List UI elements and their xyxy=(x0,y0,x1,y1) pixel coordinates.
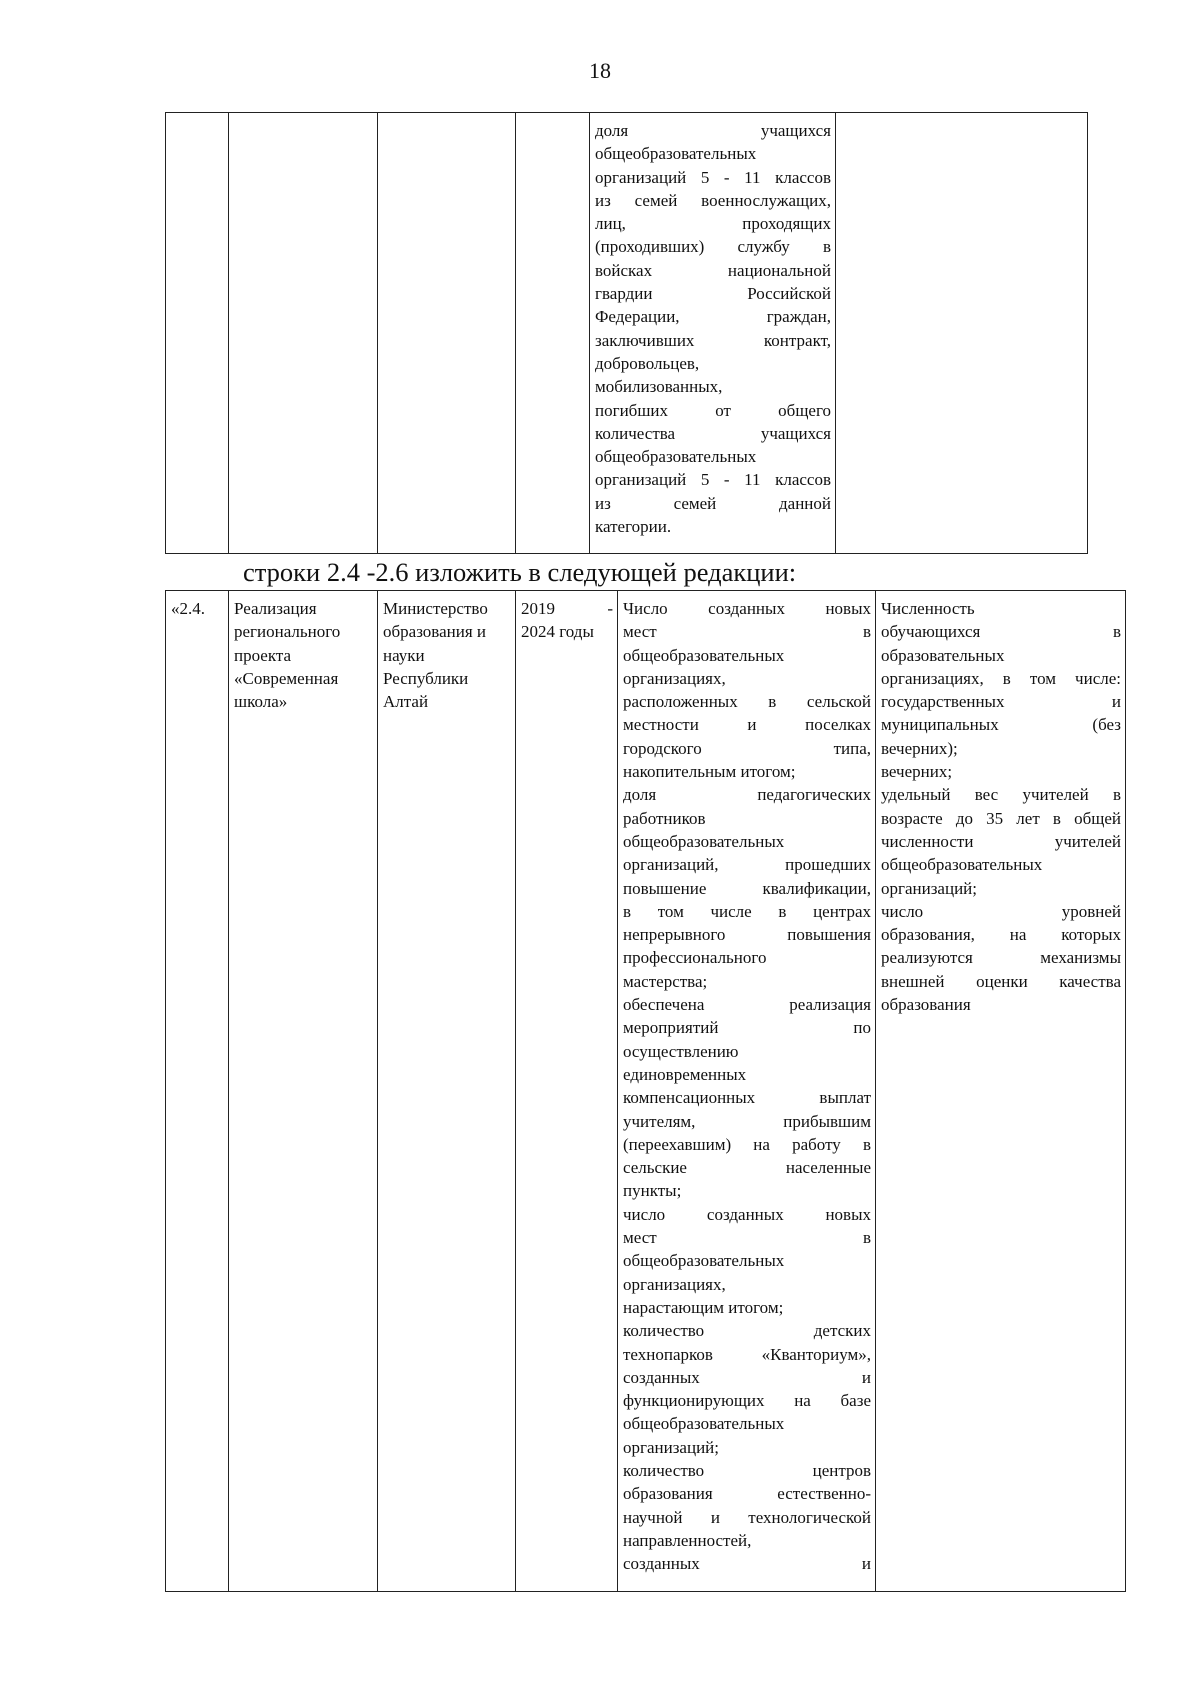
text-line: пункты; xyxy=(623,1181,682,1201)
event-name-cell xyxy=(229,113,378,554)
amendment-heading: строки 2.4 -2.6 изложить в следующей редакции: xyxy=(243,557,797,587)
text-line: научной и технологической xyxy=(623,1507,871,1527)
text-line: организаций; xyxy=(623,1437,719,1457)
text-line: повышение квалификации, xyxy=(623,878,871,898)
text-line: общеобразовательных xyxy=(623,831,785,851)
text-line: регионального xyxy=(234,622,341,642)
text-line: созданных и xyxy=(623,1554,871,1574)
table-row xyxy=(166,113,1088,554)
text-line: созданных и xyxy=(623,1367,871,1387)
text-line: обучающихся в xyxy=(881,622,1121,642)
text-line: организациях, в том числе: xyxy=(881,668,1121,688)
text-line: осуществлению xyxy=(623,1041,739,1061)
results-cell xyxy=(876,591,1126,1592)
text-line: Алтай xyxy=(383,692,429,712)
executor-cell xyxy=(378,591,516,1592)
text-line: единовременных xyxy=(623,1064,747,1084)
table-row xyxy=(166,591,1126,1592)
executor-text xyxy=(383,597,511,713)
text-line: количество центров xyxy=(623,1460,871,1480)
text-line: направленностей, xyxy=(623,1530,752,1550)
text-line: гвардии Российской xyxy=(595,284,831,304)
text-line: организациях, xyxy=(623,668,726,688)
text-line: погибших от общего xyxy=(595,400,831,420)
executor-cell xyxy=(378,113,516,554)
text-line: доля педагогических xyxy=(623,785,871,805)
text-line: образования естественно- xyxy=(623,1484,871,1504)
continued-table xyxy=(165,112,1088,554)
text-line: технопарков «Кванториум», xyxy=(623,1344,871,1364)
text-line: мест в xyxy=(623,1228,871,1248)
text-line: 2024 годы xyxy=(521,622,594,642)
text-line: школа» xyxy=(234,692,288,712)
text-line: в том числе в центрах xyxy=(623,901,871,921)
text-line: общеобразовательных xyxy=(623,645,785,665)
text-line: мест в xyxy=(623,622,871,642)
text-line: «Современная xyxy=(234,668,339,688)
text-line: число созданных новых xyxy=(623,1204,871,1224)
text-line: Республики xyxy=(383,668,469,688)
text-line: общеобразовательных xyxy=(623,1414,785,1434)
indicators-cell xyxy=(590,113,836,554)
text-line: Число созданных новых xyxy=(623,599,871,618)
text-line: учителям, прибывшим xyxy=(623,1111,871,1131)
row-number-cell xyxy=(166,591,229,1592)
indicators-text xyxy=(623,597,871,1575)
text-line: организаций 5 - 11 классов xyxy=(595,470,831,490)
text-line: количество детских xyxy=(623,1321,871,1341)
page-number: 18 xyxy=(589,58,611,83)
text-line: (переехавшим) на работу в xyxy=(623,1134,871,1154)
text-line: проекта xyxy=(234,645,292,665)
text-line: реализуются механизмы xyxy=(881,948,1121,968)
text-line: количества учащихся xyxy=(595,423,831,443)
text-line: образования и xyxy=(383,622,487,642)
row-number-cell xyxy=(166,113,229,554)
results-text xyxy=(881,597,1121,1016)
text-line: добровольцев, xyxy=(595,353,700,373)
text-line: доля учащихся xyxy=(595,121,831,140)
text-line: из семей военнослужащих, xyxy=(595,190,831,210)
text-line: организаций 5 - 11 классов xyxy=(595,167,831,187)
text-line: мероприятий по xyxy=(623,1018,871,1038)
text-line: накопительным итогом; xyxy=(623,762,796,782)
text-line: мастерства; xyxy=(623,971,708,991)
text-line: мобилизованных, xyxy=(595,377,723,397)
text-line: науки xyxy=(383,645,425,665)
text-line: общеобразовательных xyxy=(623,1251,785,1271)
text-line: компенсационных выплат xyxy=(623,1088,871,1108)
row-number: «2.4. xyxy=(171,599,205,618)
text-line: общеобразовательных xyxy=(881,855,1043,875)
text-line: Численность xyxy=(881,599,975,618)
text-line: городского типа, xyxy=(623,738,871,758)
text-line: вечерних); xyxy=(881,738,958,758)
text-line: образовательных xyxy=(881,645,1005,665)
event-name-cell xyxy=(229,591,378,1592)
text-line: государственных и xyxy=(881,692,1121,712)
period-text xyxy=(521,597,613,644)
text-line: функционирующих на базе xyxy=(623,1391,871,1411)
text-line: нарастающим итогом; xyxy=(623,1297,784,1317)
text-line: лиц, проходящих xyxy=(595,214,831,234)
text-line: категории. xyxy=(595,517,672,537)
indicators-cell xyxy=(618,591,876,1592)
indicator-text xyxy=(595,119,831,538)
text-line: работников xyxy=(623,808,706,828)
text-line: число уровней xyxy=(881,901,1121,921)
text-line: вечерних; xyxy=(881,762,953,782)
text-line: образования, на которых xyxy=(881,925,1121,945)
text-line: возрасте до 35 лет в общей xyxy=(881,808,1121,828)
period-cell xyxy=(516,113,590,554)
text-line: местности и поселках xyxy=(623,715,871,735)
text-line: расположенных в сельской xyxy=(623,692,871,712)
text-line: обеспечена реализация xyxy=(623,995,871,1015)
text-line: Реализация xyxy=(234,599,317,618)
text-line: из семей данной xyxy=(595,493,831,513)
text-line: общеобразовательных xyxy=(595,144,757,164)
text-line: Министерство xyxy=(383,599,488,618)
text-line: образования xyxy=(881,995,971,1015)
text-line: удельный вес учителей в xyxy=(881,785,1121,805)
text-line: (проходивших) службу в xyxy=(595,237,831,257)
text-line: численности учителей xyxy=(881,831,1121,851)
text-line: непрерывного повышения xyxy=(623,925,871,945)
text-line: 2019 - xyxy=(521,599,613,618)
text-line: Федерации, граждан, xyxy=(595,307,831,327)
text-line: организациях, xyxy=(623,1274,726,1294)
text-line: профессионального xyxy=(623,948,767,968)
results-cell xyxy=(836,113,1088,554)
text-line: организаций, прошедших xyxy=(623,855,871,875)
text-line: муниципальных (без xyxy=(881,715,1121,735)
amended-rows-table xyxy=(165,590,1126,1592)
text-line: сельские населенные xyxy=(623,1158,871,1178)
text-line: заключивших контракт, xyxy=(595,330,831,350)
text-line: общеобразовательных xyxy=(595,447,757,467)
text-line: войсках национальной xyxy=(595,260,831,280)
text-line: организаций; xyxy=(881,878,977,898)
text-line: внешней оценки качества xyxy=(881,971,1121,991)
period-cell xyxy=(516,591,618,1592)
event-name-text xyxy=(234,597,373,713)
